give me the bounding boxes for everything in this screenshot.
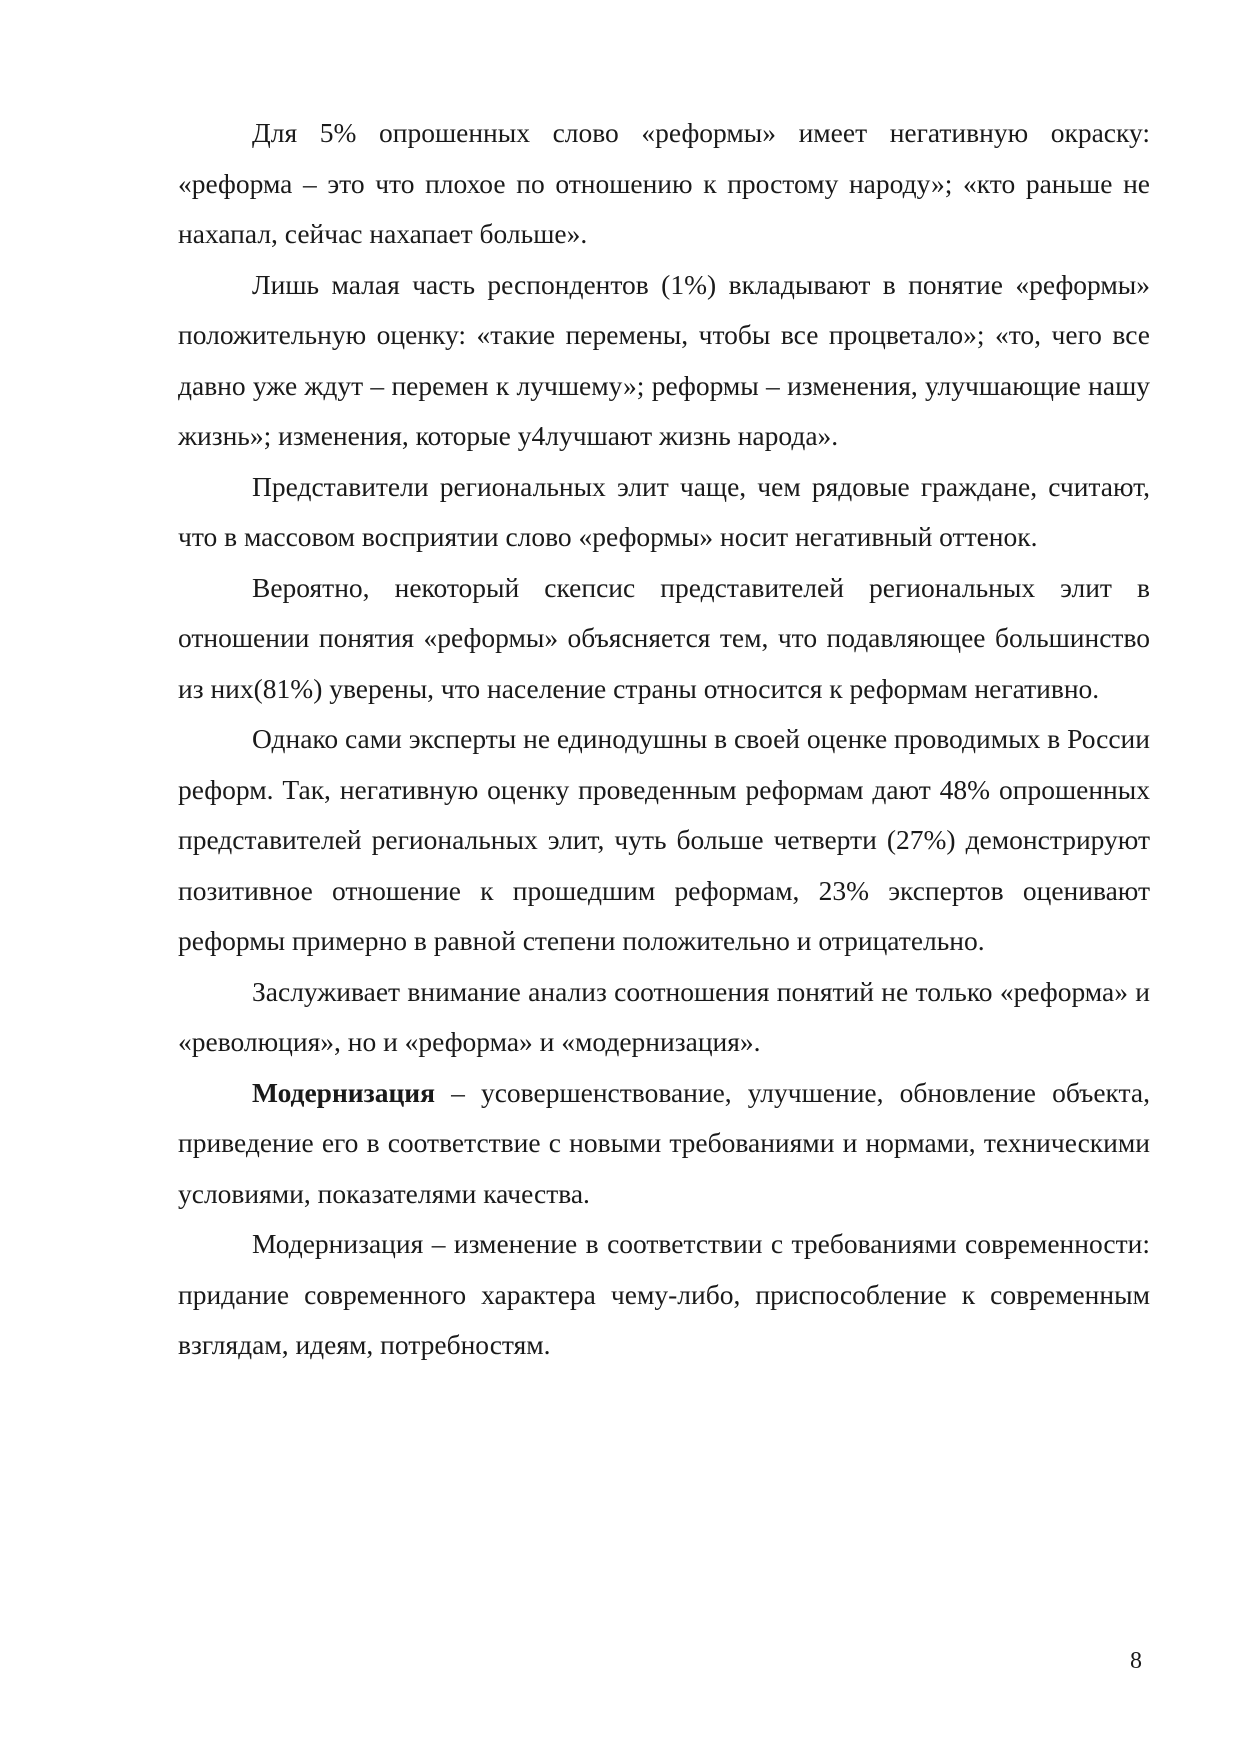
- paragraph-regional-elites: Представители региональных элит чаще, чем рядовые граждане, считают, что в массовом восприятии слово «реформы» носит негативный оттенок.: [178, 470, 1150, 552]
- paragraph-positive-assessment: Лишь малая часть респондентов (1%) вкладывают в понятие «реформы» положительную оценку: «такие перемены, чтобы все процветало»; «то, чего все давно уже ждут – перемен к лучшему»; реформы – изменения, улучшающие нашу жизнь»; изменения, которые у4лучшают жизнь народа».: [178, 268, 1150, 451]
- modernization-definition-text: – усовершенствование, улучшение, обновление объекта, приведение его в соответствие с новыми требованиями и нормами, техническими условиями, показателями качества.: [178, 1076, 1150, 1209]
- document-body: [178, 108, 1150, 1371]
- paragraph-modernization-definition: [178, 1068, 1150, 1220]
- paragraph-modernization-second-definition: Модернизация – изменение в соответствии с требованиями современности: придание современного характера чему-либо, приспособление к современным взглядам, идеям, потребностям.: [178, 1228, 1150, 1360]
- paragraph-elite-skepticism: Вероятно, некоторый скепсис представителей региональных элит в отношении понятия «реформы» объясняется тем, что подавляющее большинство из них(81%) уверены, что население страны относится к реформам негативно.: [178, 571, 1150, 704]
- paragraph-concept-analysis: Заслуживает внимание анализ соотношения понятий не только «реформа» и «революция», но и «реформа» и «модернизация».: [178, 975, 1150, 1057]
- modernization-term: Модернизация: [252, 1076, 436, 1108]
- page-number: 8: [1130, 1648, 1142, 1674]
- paragraph-negative-connotation: Для 5% опрошенных слово «реформы» имеет негативную окраску: «реформа – это что плохое по отношению к простому народу»; «кто раньше не нахапал, сейчас нахапает больше».: [178, 117, 1150, 249]
- paragraph-expert-assessment: Однако сами эксперты не единодушны в своей оценке проводимых в России реформ. Так, негативную оценку проведенным реформам дают 48% опрошенных представителей региональных элит, чуть больше четверти (27%) демонстрируют позитивное отношение к прошедшим реформам, 23% экспертов оценивают реформы примерно в равной степени положительно и отрицательно.: [178, 723, 1150, 956]
